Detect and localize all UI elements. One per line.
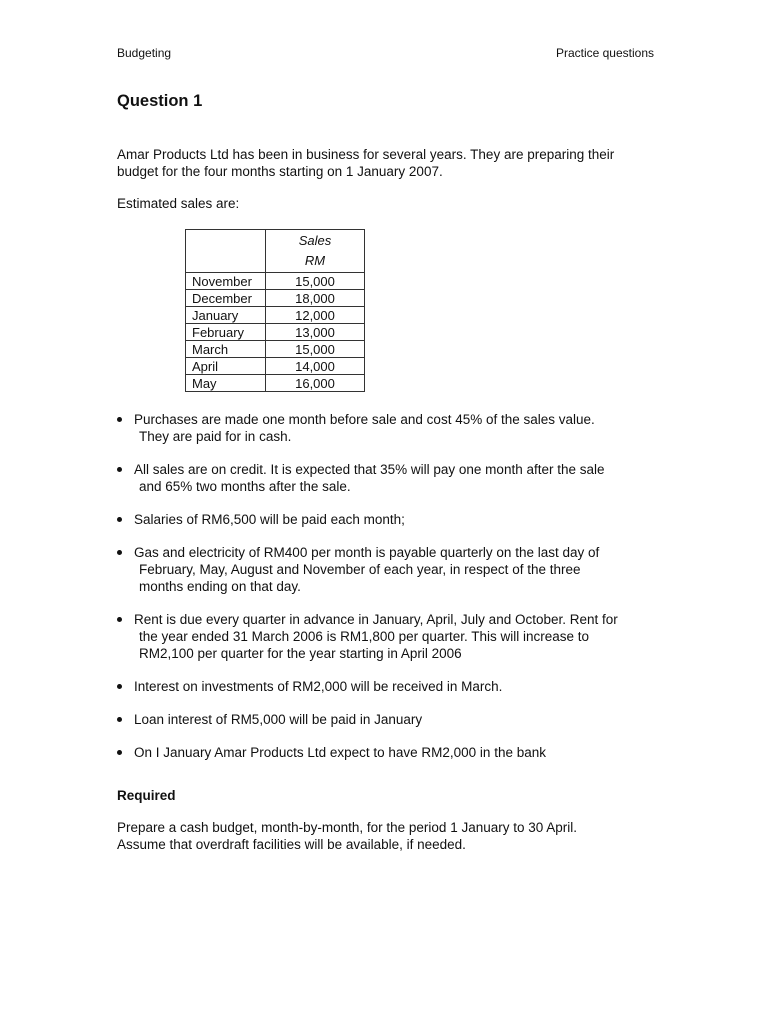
sales-value-cell: 12,000 [266,307,365,324]
sales-header-unit: RM [304,253,326,268]
month-cell: December [186,290,266,307]
sales-table-corner-cell [186,230,266,273]
list-item-text: Interest on investments of RM2,000 will be received in March. [134,679,503,694]
list-item [117,461,657,495]
month-cell: March [186,341,266,358]
sales-value-cell: 15,000 [266,341,365,358]
list-item-continuation: and 65% two months after the sale. [139,479,351,494]
intro-line-2: budget for the four months starting on 1 January 2007. [117,164,443,179]
bullet-icon [117,717,122,722]
list-item-text: Salaries of RM6,500 will be paid each month; [134,512,405,527]
list-item [117,678,657,695]
month-cell: April [186,358,266,375]
question-title: Question 1 [117,92,203,110]
list-item-continuation: RM2,100 per quarter for the year starting in April 2006 [139,646,462,661]
sales-value-cell: 13,000 [266,324,365,341]
assumptions-list [117,411,657,777]
list-item-continuation: February, May, August and November of each year, in respect of the three [139,562,581,577]
header-right-text: Practice questions [555,46,654,60]
sales-value-cell: 15,000 [266,273,365,290]
sales-value-cell: 14,000 [266,358,365,375]
month-cell: February [186,324,266,341]
list-item-continuation: the year ended 31 March 2006 is RM1,800 per quarter. This will increase to [139,629,589,644]
estimated-sales-label: Estimated sales are: [117,196,240,211]
list-item [117,411,657,445]
table-row [186,375,365,392]
list-item-text: Loan interest of RM5,000 will be paid in January [134,712,423,727]
intro-line-1: Amar Products Ltd has been in business for several years. They are preparing their [117,147,615,162]
month-cell: May [186,375,266,392]
list-item [117,544,657,595]
month-cell: January [186,307,266,324]
list-item-text: Gas and electricity of RM400 per month is payable quarterly on the last day of [134,545,600,560]
bullet-icon [117,417,122,422]
instructions-line-1: Prepare a cash budget, month-by-month, for the period 1 January to 30 April. [117,820,578,835]
bullet-icon [117,517,122,522]
list-item [117,611,657,662]
list-item-text: Rent is due every quarter in advance in January, April, July and October. Rent for [134,612,618,627]
sales-value-cell: 18,000 [266,290,365,307]
list-item [117,744,657,761]
list-item-text: All sales are on credit. It is expected that 35% will pay one month after the sale [134,462,605,477]
required-instructions [117,819,657,853]
bullet-icon [117,750,122,755]
bullet-icon [117,550,122,555]
list-item-text: Purchases are made one month before sale and cost 45% of the sales value. [134,412,595,427]
sales-table [185,229,365,392]
instructions-line-2: Assume that overdraft facilities will be available, if needed. [117,837,466,852]
intro-paragraph [117,146,657,180]
required-heading: Required [117,788,176,803]
sales-table-header-cell [266,230,365,273]
list-item [117,711,657,728]
sales-header-label: Sales [298,233,332,248]
bullet-icon [117,684,122,689]
list-item-continuation: They are paid for in cash. [139,429,292,444]
list-item-continuation: months ending on that day. [139,579,301,594]
table-row [186,324,365,341]
sales-table-header-row [186,230,365,273]
month-cell: November [186,273,266,290]
sales-value-cell: 16,000 [266,375,365,392]
table-row [186,341,365,358]
table-row [186,307,365,324]
list-item-text: On I January Amar Products Ltd expect to have RM2,000 in the bank [134,745,546,760]
bullet-icon [117,617,122,622]
bullet-icon [117,467,122,472]
table-row [186,358,365,375]
list-item [117,511,657,528]
table-row [186,273,365,290]
header-left-text: Budgeting [117,46,172,60]
table-row [186,290,365,307]
